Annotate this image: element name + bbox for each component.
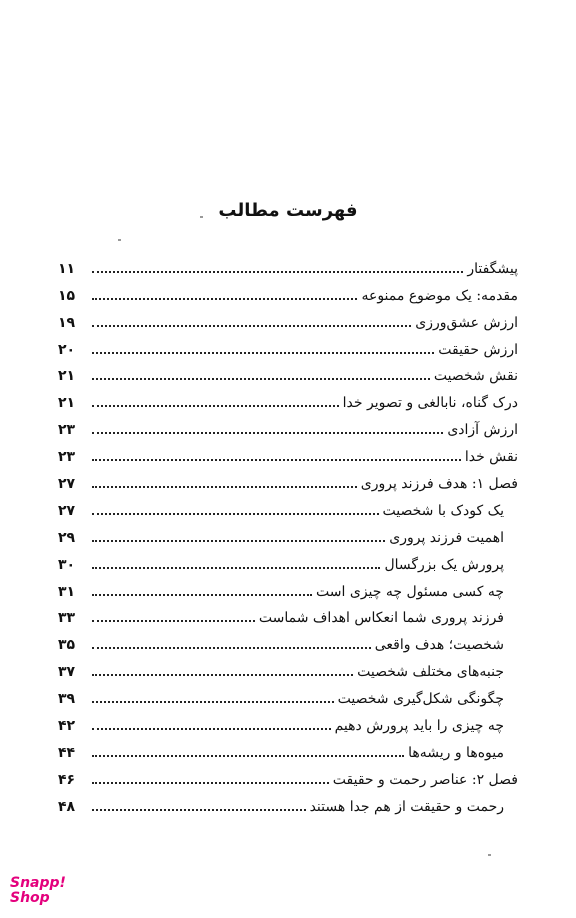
dot-leader	[92, 647, 371, 649]
toc-entry	[58, 548, 518, 575]
toc-entry	[58, 682, 518, 709]
snapp-shop-logo	[10, 876, 80, 906]
toc-entry	[58, 736, 518, 763]
toc-entry	[58, 709, 518, 736]
toc-entry	[58, 763, 518, 790]
toc-entry-title: نقش شخصیت	[433, 368, 518, 385]
dot-leader	[92, 540, 385, 542]
toc-page-number: ۴۲	[58, 718, 76, 735]
dot-leader	[92, 620, 255, 622]
dot-leader	[92, 378, 430, 380]
toc-entry	[58, 279, 518, 306]
toc-entry-title: فصل ۲: عناصر رحمت و حقیقت	[332, 771, 518, 788]
dot-leader	[92, 594, 312, 596]
logo-line-1: Snapp!	[10, 875, 66, 891]
toc-entry-title: رحمت و حقیقت از هم جدا هستند	[309, 798, 504, 815]
page-speck	[200, 216, 203, 218]
toc-page-number: ۴۶	[58, 771, 76, 788]
toc-heading: فهرست مطالب	[218, 200, 358, 221]
dot-leader	[92, 271, 463, 273]
toc-page-number: ۲۹	[58, 529, 76, 546]
dot-leader	[92, 701, 334, 703]
toc-entry-title: میوه‌ها و ریشه‌ها	[408, 744, 504, 761]
toc-page-number: ۳۰	[58, 556, 76, 573]
toc-page-number: ۲۳	[58, 422, 76, 439]
toc-entry-title: مقدمه: یک موضوع ممنوعه	[361, 287, 518, 304]
toc-entry	[58, 333, 518, 360]
toc-entry-title: شخصیت؛ هدف واقعی	[374, 637, 504, 654]
dot-leader	[92, 567, 380, 569]
toc-page-number: ۲۱	[58, 368, 76, 385]
logo-line-2: Shop	[10, 890, 50, 906]
table-of-contents	[58, 252, 518, 817]
toc-entry-title: ارزش آزادی	[447, 422, 518, 439]
toc-page-number: ۴۸	[58, 798, 76, 815]
toc-entry	[58, 575, 518, 602]
dot-leader	[92, 728, 331, 730]
toc-entry-title: درک گناه، نابالغی و تصویر خدا	[342, 395, 518, 412]
toc-entry-title: فرزند پروری شما انعکاس اهداف شماست	[258, 610, 504, 627]
dot-leader	[92, 325, 411, 327]
toc-entry	[58, 467, 518, 494]
toc-page-number: ۳۹	[58, 691, 76, 708]
dot-leader	[92, 486, 357, 488]
toc-page-number: ۳۵	[58, 637, 76, 654]
toc-entry-title: جنبه‌های مختلف شخصیت	[357, 664, 504, 681]
toc-page-number: ۳۷	[58, 664, 76, 681]
toc-entry	[58, 494, 518, 521]
toc-entry	[58, 602, 518, 629]
dot-leader	[92, 405, 339, 407]
toc-entry	[58, 521, 518, 548]
dot-leader	[92, 352, 434, 354]
toc-entry	[58, 386, 518, 413]
toc-entry	[58, 306, 518, 333]
toc-page-number: ۲۱	[58, 395, 76, 412]
toc-page-number: ۱۵	[58, 287, 76, 304]
toc-entry-title: پرورش یک بزرگسال	[384, 556, 504, 573]
toc-entry-title: چگونگی شکل‌گیری شخصیت	[337, 691, 504, 708]
toc-entry	[58, 790, 518, 817]
dot-leader	[92, 755, 404, 757]
toc-page-number: ۴۴	[58, 744, 76, 761]
toc-page-number: ۳۱	[58, 583, 76, 600]
toc-entry-title: چه چیزی را باید پرورش دهیم	[334, 718, 504, 735]
toc-page-number: ۲۷	[58, 502, 76, 519]
toc-page-number: ۲۷	[58, 476, 76, 493]
toc-entry	[58, 655, 518, 682]
toc-page-number: ۲۳	[58, 449, 76, 466]
dot-leader	[92, 809, 306, 811]
page-speck	[118, 239, 121, 241]
dot-leader	[92, 513, 379, 515]
toc-entry-title: چه کسی مسئول چه چیزی است	[316, 583, 504, 600]
toc-entry-title: یک کودک با شخصیت	[382, 502, 504, 519]
toc-entry-title: فصل ۱: هدف فرزند پروری	[360, 476, 518, 493]
toc-page-number: ۱۱	[58, 260, 76, 277]
toc-entry-title: ارزش حقیقت	[438, 341, 518, 358]
toc-page-number: ۱۹	[58, 314, 76, 331]
toc-entry	[58, 440, 518, 467]
toc-entry-title: ارزش عشق‌ورزی	[415, 314, 518, 331]
toc-entry-title: نقش خدا	[464, 449, 518, 466]
dot-leader	[92, 782, 329, 784]
toc-page-number: ۲۰	[58, 341, 76, 358]
dot-leader	[92, 674, 353, 676]
toc-entry-title: پیشگفتار	[467, 260, 518, 277]
toc-entry	[58, 360, 518, 387]
toc-entry	[58, 413, 518, 440]
toc-page-number: ۳۳	[58, 610, 76, 627]
toc-entry	[58, 628, 518, 655]
dot-leader	[92, 432, 443, 434]
dot-leader	[92, 459, 461, 461]
page-speck	[488, 854, 491, 856]
dot-leader	[92, 298, 357, 300]
toc-entry	[58, 252, 518, 279]
toc-entry-title: اهمیت فرزند پروری	[389, 529, 504, 546]
